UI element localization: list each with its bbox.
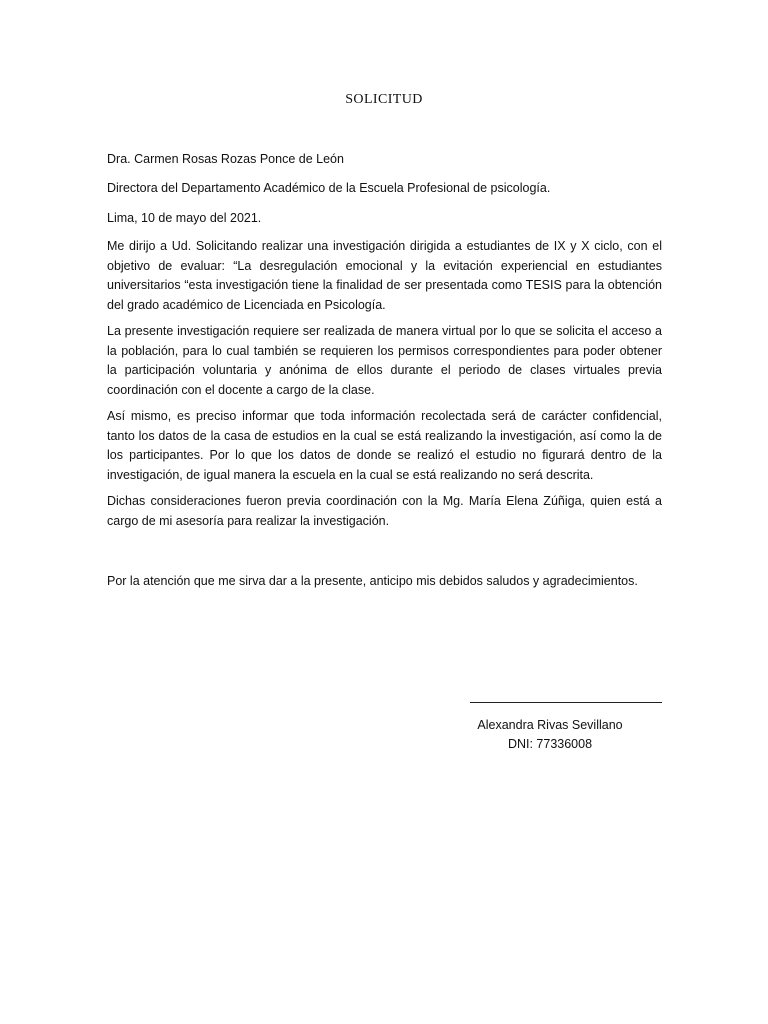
signature-dni: DNI: 77336008	[507, 737, 593, 751]
paragraph-advisor: Dichas consideraciones fueron previa coordinación con la Mg. María Elena Zúñiga, quien está a cargo de mi asesoría para realizar la investigación.	[107, 494, 662, 528]
signature-name: Alexandra Rivas Sevillano	[477, 718, 623, 732]
paragraph-confidentiality: Así mismo, es preciso informar que toda información recolectada será de carácter confidencial, tanto los datos de la casa de estudios en la cual se está realizando la investigación, así como la de los participantes. Por lo que los datos de donde se realizó el estudio no figurará dentro de la investigación, de igual manera la escuela en la cual se está realizando no será descrita.	[107, 409, 662, 482]
date-line: Lima, 10 de mayo del 2021.	[107, 211, 262, 225]
closing-line: Por la atención que me sirva dar a la presente, anticipo mis debidos saludos y agradecimientos.	[107, 574, 638, 588]
paragraph-virtual-access: La presente investigación requiere ser realizada de manera virtual por lo que se solicita el acceso a la población, para lo cual también se requieren los permisos correspondientes para poder obtener la participación voluntaria y anónima de ellos durante el periodo de clases virtuales previa coordinación con el docente a cargo de la clase.	[107, 324, 662, 397]
addressee-position: Directora del Departamento Académico de la Escuela Profesional de psicología.	[107, 181, 551, 195]
signature-line	[470, 702, 662, 703]
paragraph-request: Me dirijo a Ud. Solicitando realizar una investigación dirigida a estudiantes de IX y X ciclo, con el objetivo de evaluar: “La desregulación emocional y la evitación experiencial en estudiantes universitarios “esta investigación tiene la finalidad de ser presentada como TESIS para la obtención del grado académico de Licenciada en Psicología.	[107, 239, 662, 312]
document-title: SOLICITUD	[345, 92, 423, 107]
addressee-name: Dra. Carmen Rosas Rozas Ponce de León	[107, 152, 344, 166]
